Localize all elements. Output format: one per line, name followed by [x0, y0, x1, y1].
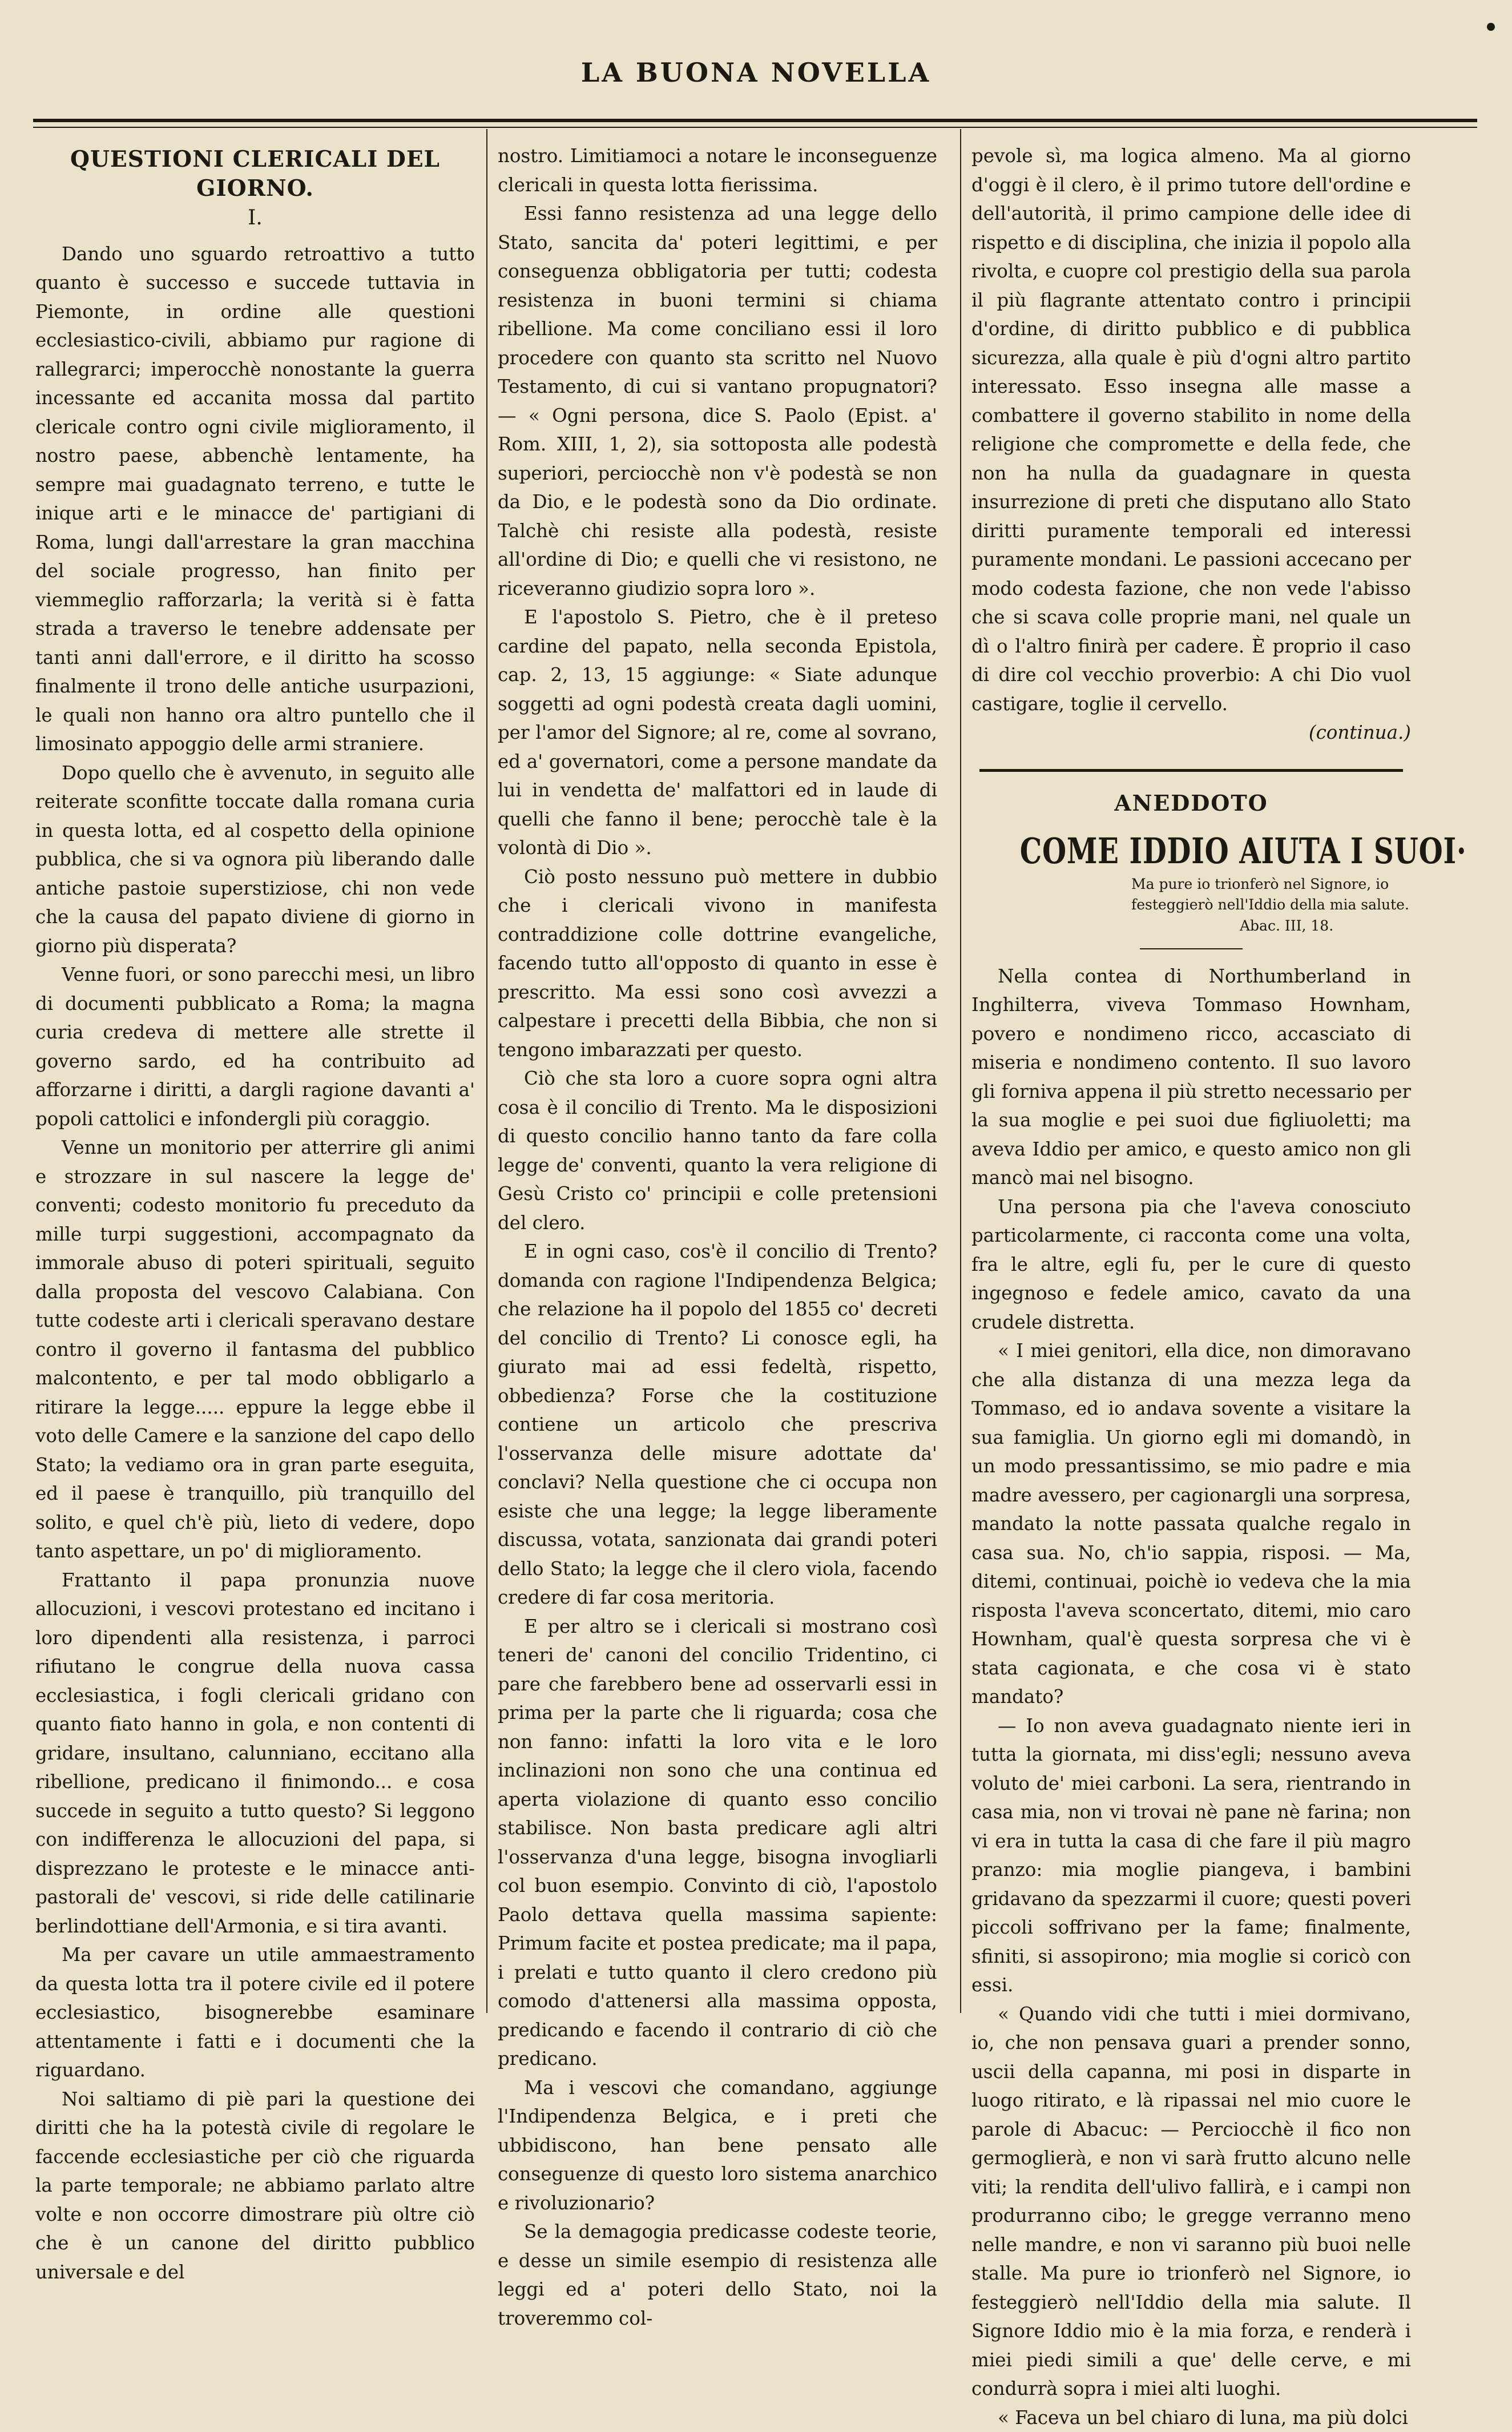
paragraph: « Faceva un bel chiaro di luna, ma più dolci	[971, 2403, 1411, 2432]
paragraph: « I miei genitori, ella dice, non dimoravano che alla distanza di una mezza lega da Tommaso, ed io andava sovente a visitare la sua famiglia. Un giorno egli mi domandò, in un modo pressantissimo, se mio padre e mia madre avessero, per cagionargli una sorpresa, mandato la notte passata qualche regalo in casa sua. No, ch'io sappia, risposi. — Ma, ditemi, continuai, poichè io vedeva che la mia risposta l'aveva sconcertato, ditemi, mio caro Hownham, qual'è questa sorpresa che vi è stata cagionata, e che cosa vi è stato mandato?	[971, 1336, 1411, 1712]
header-rule-thin	[33, 127, 1477, 128]
epigraph-source: Abac. III, 18.	[1240, 915, 1411, 937]
paragraph: Ciò posto nessuno può mettere in dubbio che i clericali vivono in manifesta contraddizione colle dottrine evangeliche, facendo tutto all'opposto di quanto in esse è prescritto. Ma essi sono così avvezzi a calpestare i precetti della Bibbia, che non si tengono imbarazzati per questo.	[498, 863, 937, 1065]
paragraph: Una persona pia che l'aveva conosciuto particolarmente, ci racconta come una volta, fra le altre, egli fu, per le cure di questo ingegnoso e fedele amico, cavato da una crudele distretta.	[971, 1193, 1411, 1337]
column-1	[35, 142, 475, 2037]
column-3	[971, 142, 1411, 2037]
paragraph: Ma per cavare un utile ammaestramento da questa lotta tra il potere civile ed il potere ecclesiastico, bisognerebbe esaminare attentamente i fatti e i documenti che la riguardano.	[35, 1940, 475, 2085]
paragraph: E per altro se i clericali si mostrano così teneri de' canoni del concilio Tridentino, ci pare che farebbero bene ad osservarli essi in prima per la parte che li riguarda; cosa che non fanno: infatti la loro vita e le loro inclinazioni non sono che una continua ed aperta violazione di quanto esso concilio stabilisce. Non basta predicare agli altri l'osservanza d'una legge, bisogna invogliarli col buon esempio. Convinto di ciò, l'apostolo Paolo dettava quella massima sapiente: Primum facite et postea predicate; ma il papa, i prelati e tutto quanto il clero credono più comodo d'attenersi alla massima opposta, predicando e facendo il contrario di ciò che predicano.	[498, 1612, 937, 2073]
article-part-number: I.	[35, 204, 475, 233]
paragraph: E l'apostolo S. Pietro, che è il preteso cardine del papato, nella seconda Epistola, cap. 2, 13, 15 aggiunge: « Siate adunque soggetti ad ogni podestà creata dagli uomini, per l'amor del Signore; al re, come al sovrano, ed a' governatori, come a persone mandate da lui in vendetta de' malfattori ed in laude di quelli che fanno il bene; perocchè tale è la volontà di Dio ».	[498, 603, 937, 863]
paragraph: Dopo quello che è avvenuto, in seguito alle reiterate sconfitte toccate dalla romana curia in questa lotta, ed al cospetto della opinione pubblica, che si va ognora più liberando dalle antiche pastoie superstiziose, chi non vede che la causa del papato diviene di giorno in giorno più disperata?	[35, 759, 475, 961]
paragraph: Noi saltiamo di piè pari la questione dei diritti che ha la potestà civile di regolare le faccende ecclesiastiche per ciò che riguarda la parte temporale; ne abbiamo parlato altre volte e non occorre dimostrare più oltre ciò che è un canone del diritto pubblico universale e del	[35, 2085, 475, 2287]
paragraph: Ciò che sta loro a cuore sopra ogni altra cosa è il concilio di Trento. Ma le disposizioni di questo concilio hanno tanto da fare colla legge de' conventi, quanto la vera religione di Gesù Cristo co' principii e colle pretensioni del clero.	[498, 1064, 937, 1237]
continua-note: (continua.)	[971, 718, 1411, 747]
column-2	[498, 142, 937, 2037]
article-title: QUESTIONI CLERICALI DEL GIORNO.	[35, 145, 475, 203]
paragraph: Venne un monitorio per atterrire gli animi e strozzare in sul nascere la legge de' conventi; codesto monitorio fu preceduto da mille turpi suggestioni, accompagnato da immorale abuso di poteri spirituali, seguito dalla proposta del vescovo Calabiana. Con tutte codeste arti i clericali speravano destare contro il governo il fantasma del pubblico malcontento, e per tal modo obbligarlo a ritirare la legge..... eppure la legge ebbe il voto delle Camere e la sanzione del capo dello Stato; la vediamo ora in gran parte eseguita, ed il paese è tranquillo, più tranquillo del solito, e quel ch'è più, lieto di vedere, dopo tanto aspettare, un po' di miglioramento.	[35, 1133, 475, 1566]
title-rule	[1140, 948, 1243, 949]
section-divider	[979, 769, 1403, 772]
masthead: LA BUONA NOVELLA	[0, 57, 1512, 88]
paragraph: E in ogni caso, cos'è il concilio di Trento? domanda con ragione l'Indipendenza Belgica; che relazione ha il popolo del 1855 co' decreti del concilio di Trento? Li conosce egli, ha giurato mai ad essi fedeltà, rispetto, obbedienza? Forse che la costituzione contiene un articolo che prescriva l'osservanza delle misure adottate da' conclavi? Nella questione che ci occupa non esiste che una legge; la legge liberamente discussa, votata, sanzionata dai grandi poteri dello Stato; la legge che il clero viola, facendo credere di far cosa meritoria.	[498, 1237, 937, 1612]
header-rule	[33, 119, 1477, 122]
column-divider-2	[960, 129, 961, 2013]
paragraph: « Quando vidi che tutti i miei dormivano, io, che non pensava guari a prender sonno, uscii della capanna, mi posi in disparte in luogo ritirato, e là ripassai nel mio cuore le parole di Abacuc: — Perciocchè il fico non germoglierà, e non vi sarà frutto alcuno nelle viti; la rendita dell'ulivo fallirà, e i campi non produrranno cibo; le gregge verranno meno nelle mandre, e non vi saranno più buoi nelle stalle. Ma pure io trionferò nel Signore, io festeggierò nell'Iddio della mia salute. Il Signore Iddio mio è la mia forza, e renderà i miei piedi simili a que' delle cerve, e mi condurrà sopra i miei alti luoghi.	[971, 2000, 1411, 2403]
paragraph: Dando uno sguardo retroattivo a tutto quanto è successo e succede tuttavia in Piemonte, in ordine alle questioni ecclesiastico-civili, abbiamo pur ragione di rallegrarci; imperocchè nonostante la guerra incessante ed accanita mossa dal partito clericale contro ogni civile miglioramento, il nostro paese, abbenchè lentamente, ha sempre mai guadagnato terreno, e tutte le inique arti e le minacce de' partigiani di Roma, lungi dall'arrestare la gran macchina del sociale progresso, han finito per viemmeglio rafforzarla; la verità si è fatta strada a traverso le tenebre addensate per tanti anni dall'errore, e il diritto ha scosso finalmente il trono delle antiche usurpazioni, le quali non hanno ora altro puntello che il limosinato appoggio delle armi straniere.	[35, 240, 475, 759]
paragraph: Ma i vescovi che comandano, aggiunge l'Indipendenza Belgica, e i preti che ubbidiscono, han bene pensato alle conseguenze di questo loro sistema anarchico e rivoluzionario?	[498, 2073, 937, 2218]
column-divider-1	[486, 129, 487, 2013]
paragraph: Se la demagogia predicasse codeste teorie, e desse un simile esempio di resistenza alle leggi ed a' poteri dello Stato, noi la troveremmo col-	[498, 2217, 937, 2333]
ink-dot	[1487, 23, 1495, 31]
paragraph: — Io non aveva guadagnato niente ieri in tutta la giornata, mi diss'egli; nessuno aveva voluto de' miei carboni. La sera, rientrando in casa mia, non vi trovai nè pane nè farina; non vi era in tutta la casa di che fare il più magro pranzo: mia moglie piangeva, i bambini gridavano da spezzarmi il cuore; questi poveri piccoli soffrivano per la fame; finalmente, sfiniti, si assopirono; mia moglie si coricò con essi.	[971, 1712, 1411, 2000]
paragraph: Nella contea di Northumberland in Inghilterra, viveva Tommaso Hownham, povero e nondimeno ricco, accasciato di miseria e nondimeno contento. Il suo lavoro gli forniva appena il più stretto necessario per la sua moglie e pei suoi due figliuoletti; ma aveva Iddio per amico, e questo amico non gli mancò mai nel bisogno.	[971, 962, 1411, 1193]
section-heading: ANEDDOTO	[971, 789, 1411, 818]
epigraph: Ma pure io trionferò nel Signore, io festeggierò nell'Iddio della mia salute.	[1131, 874, 1411, 915]
story-title: COME IDDIO AIUTA I SUOI·	[1020, 837, 1363, 866]
paragraph: Venne fuori, or sono parecchi mesi, un libro di documenti pubblicato a Roma; la magna curia credeva di mettere alle strette il governo sardo, ed ha contribuito ad afforzarne i diritti, a dargli ragione davanti a' popoli cattolici e infondergli più coraggio.	[35, 960, 475, 1133]
paragraph: Frattanto il papa pronunzia nuove allocuzioni, i vescovi protestano ed incitano i loro dipendenti alla resistenza, i parroci rifiutano le congrue della nuova cassa ecclesiastica, i fogli clericali gridano con quanto fiato hanno in gola, e non contenti di gridare, insultano, calunniano, eccitano alla ribellione, predicano il finimondo... e cosa succede in seguito a tutto questo? Si leggono con indifferenza le allocuzioni del papa, si disprezzano le proteste e le minacce anti-pastorali de' vescovi, si ride delle catilinarie berlindottiane dell'Armonia, e si tira avanti.	[35, 1566, 475, 1941]
paragraph: pevole sì, ma logica almeno. Ma al giorno d'oggi è il clero, è il primo tutore dell'ordine e dell'autorità, il primo campione delle idee di rispetto e di disciplina, che inizia il popolo alla rivolta, e cuopre col prestigio della sua parola il più flagrante attentato contro i principii d'ordine, di diritto pubblico e di pubblica sicurezza, alla quale è più d'ogni altro partito interessato. Esso insegna alle masse a combattere il governo stabilito in nome della religione che compromette e della fede, che non ha nulla da guadagnare in questa insurrezione di preti che disputano allo Stato diritti puramente temporali ed interessi puramente mondani. Le passioni accecano per modo codesta fazione, che non vede l'abisso che si scava colle proprie mani, nel quale un dì o l'altro finirà per cadere. È proprio il caso di dire col vecchio proverbio: A chi Dio vuol castigare, toglie il cervello.	[971, 142, 1411, 718]
paragraph: nostro. Limitiamoci a notare le inconseguenze clericali in questa lotta fierissima.	[498, 142, 937, 199]
paragraph: Essi fanno resistenza ad una legge dello Stato, sancita da' poteri legittimi, e per conseguenza obbligatoria per tutti; codesta resistenza in buoni termini si chiama ribellione. Ma come conciliano essi il loro procedere con quanto sta scritto nel Nuovo Testamento, di cui si vantano propugnatori? — « Ogni persona, dice S. Paolo (Epist. a' Rom. XIII, 1, 2), sia sottoposta alle podestà superiori, perciocchè non v'è podestà se non da Dio, e le podestà sono da Dio ordinate. Talchè chi resiste alla podestà, resiste all'ordine di Dio; e quelli che vi resistono, ne riceveranno giudizio sopra loro ».	[498, 199, 937, 603]
